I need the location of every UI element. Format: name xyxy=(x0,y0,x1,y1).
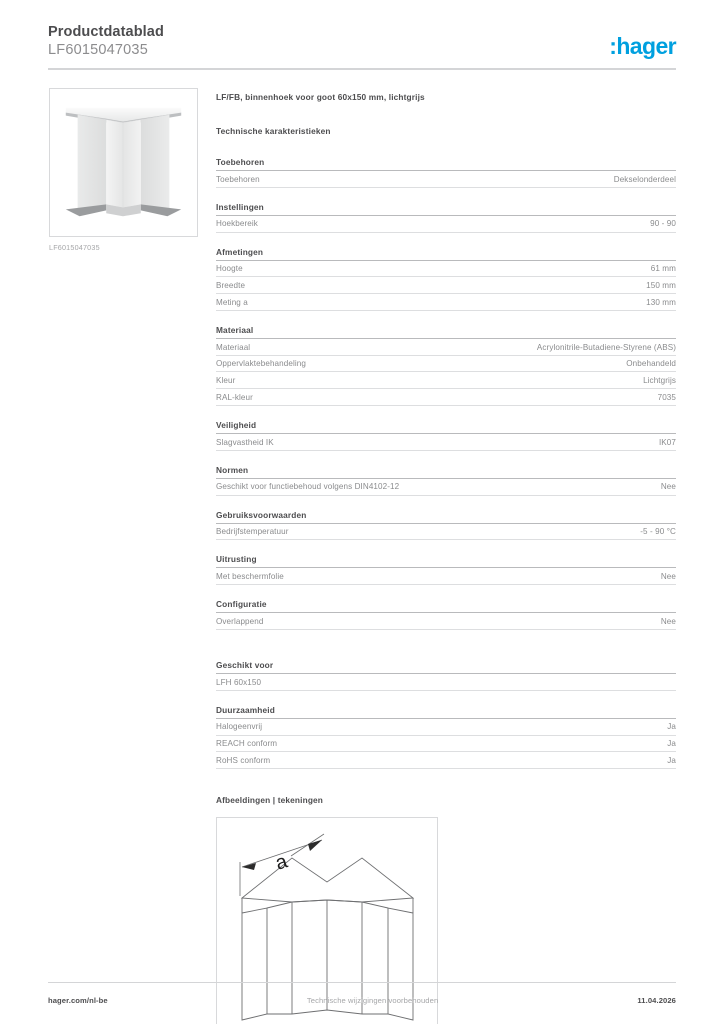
spec-row-value: 150 mm xyxy=(646,280,676,290)
spec-row xyxy=(216,171,676,188)
spec-group xyxy=(216,202,676,233)
spec-row-value: Nee xyxy=(660,482,676,492)
spec-group-title: Configuratie xyxy=(216,599,676,613)
spec-group xyxy=(216,247,676,311)
spec-row-value: IK07 xyxy=(658,437,676,447)
spec-row-value: Ja xyxy=(667,755,676,765)
spec-row-key: Oppervlaktebehandeling xyxy=(216,359,306,369)
spec-group xyxy=(216,554,676,585)
spec-row xyxy=(216,568,676,585)
spec-row xyxy=(216,277,676,294)
spec-row xyxy=(216,719,676,736)
drawings-heading: Afbeeldingen | tekeningen xyxy=(216,795,324,806)
spec-row-value: Dekselonderdeel xyxy=(613,174,676,184)
spec-row xyxy=(216,216,676,233)
spec-group xyxy=(216,420,676,451)
spec-row-value: Onbehandeld xyxy=(626,359,676,369)
spec-row-key: Hoekbereik xyxy=(216,219,258,229)
hager-logo: :hager xyxy=(609,33,676,59)
spec-row-key: Geschikt voor functiebehoud volgens DIN4102-12 xyxy=(216,482,400,492)
spec-group-title: Geschikt voor xyxy=(216,660,676,674)
spec-row-key: RoHS conform xyxy=(216,755,271,765)
spec-row-value: Ja xyxy=(667,739,676,749)
spec-row-key: REACH conform xyxy=(216,739,278,749)
footer-divider xyxy=(48,982,676,983)
product-image-box xyxy=(49,88,198,237)
spec-row xyxy=(216,674,676,691)
spec-row-key: Bedrijfstemperatuur xyxy=(216,527,289,537)
spec-row-key: Materiaal xyxy=(216,342,251,352)
spec-group-title: Normen xyxy=(216,465,676,479)
spec-group xyxy=(216,465,676,496)
spec-group-title: Uitrusting xyxy=(216,554,676,568)
spec-row-value: 61 mm xyxy=(650,264,676,274)
technical-drawing-box xyxy=(216,817,438,1024)
spec-row-key: Breedte xyxy=(216,280,246,290)
spec-row-key: Met beschermfolie xyxy=(216,571,284,581)
spec-group-title: Afmetingen xyxy=(216,247,676,261)
spec-group-title: Gebruiksvoorwaarden xyxy=(216,510,676,524)
spec-row-key: Meting a xyxy=(216,297,248,307)
spec-row-key: Slagvastheid IK xyxy=(216,437,274,447)
page-header xyxy=(48,24,676,70)
spec-row-value: Lichtgrijs xyxy=(643,376,676,386)
spec-groups xyxy=(216,157,676,769)
spec-row-key: RAL-kleur xyxy=(216,392,253,402)
spec-row-key: Toebehoren xyxy=(216,174,260,184)
spec-row-value: 7035 xyxy=(657,392,676,402)
spec-row-value: -5 - 90 °C xyxy=(640,527,676,537)
spec-group xyxy=(216,510,676,541)
spec-group xyxy=(216,325,676,406)
page-footer xyxy=(48,996,676,1005)
spec-row xyxy=(216,752,676,769)
spec-row-value: Acrylonitrile-Butadiene-Styrene (ABS) xyxy=(536,342,676,352)
header-divider xyxy=(48,68,676,70)
footer-date: 11.04.2026 xyxy=(637,996,676,1005)
spec-row-value: Nee xyxy=(660,616,676,626)
page-title: Productdatablad xyxy=(48,24,164,40)
spec-content xyxy=(216,92,676,1024)
footer-notice: Technische wijzigingen voorbehouden xyxy=(306,996,439,1005)
spec-row xyxy=(216,339,676,356)
footer-website[interactable]: hager.com/nl-be xyxy=(48,996,108,1005)
spec-row xyxy=(216,434,676,451)
spec-group-title: Toebehoren xyxy=(216,157,676,171)
spec-row-value: Nee xyxy=(660,571,676,581)
spec-group-title: Materiaal xyxy=(216,325,676,339)
spec-row-value: 130 mm xyxy=(646,297,676,307)
spec-group xyxy=(216,705,676,769)
spec-row-key: LFH 60x150 xyxy=(216,677,262,687)
spec-row xyxy=(216,372,676,389)
spec-group xyxy=(216,599,676,630)
spec-row-key: Hoogte xyxy=(216,264,243,274)
spec-row-value: Ja xyxy=(667,722,676,732)
spec-row xyxy=(216,294,676,311)
spec-group-title: Duurzaamheid xyxy=(216,705,676,719)
technical-drawing xyxy=(217,818,438,1024)
dimension-label-a: a xyxy=(272,850,291,875)
product-reference: LF6015047035 xyxy=(48,42,148,58)
spec-group-title: Veiligheid xyxy=(216,420,676,434)
spec-group-title: Instellingen xyxy=(216,202,676,216)
spec-row xyxy=(216,261,676,278)
product-image-caption: LF6015047035 xyxy=(49,243,100,252)
spec-row xyxy=(216,613,676,630)
technical-characteristics-heading: Technische karakteristieken xyxy=(216,126,331,136)
spec-group xyxy=(216,157,676,188)
spec-row xyxy=(216,524,676,541)
spec-row-key: Kleur xyxy=(216,376,236,386)
spec-row xyxy=(216,736,676,753)
spec-row-value: 90 - 90 xyxy=(650,219,676,229)
spec-row xyxy=(216,479,676,496)
spec-group xyxy=(216,660,676,691)
spec-row xyxy=(216,389,676,406)
spec-row-key: Overlappend xyxy=(216,616,264,626)
spec-row-key: Halogeenvrij xyxy=(216,722,263,732)
spec-row xyxy=(216,356,676,373)
product-photo xyxy=(50,89,197,236)
product-name: LF/FB, binnenhoek voor goot 60x150 mm, lichtgrijs xyxy=(216,92,425,102)
